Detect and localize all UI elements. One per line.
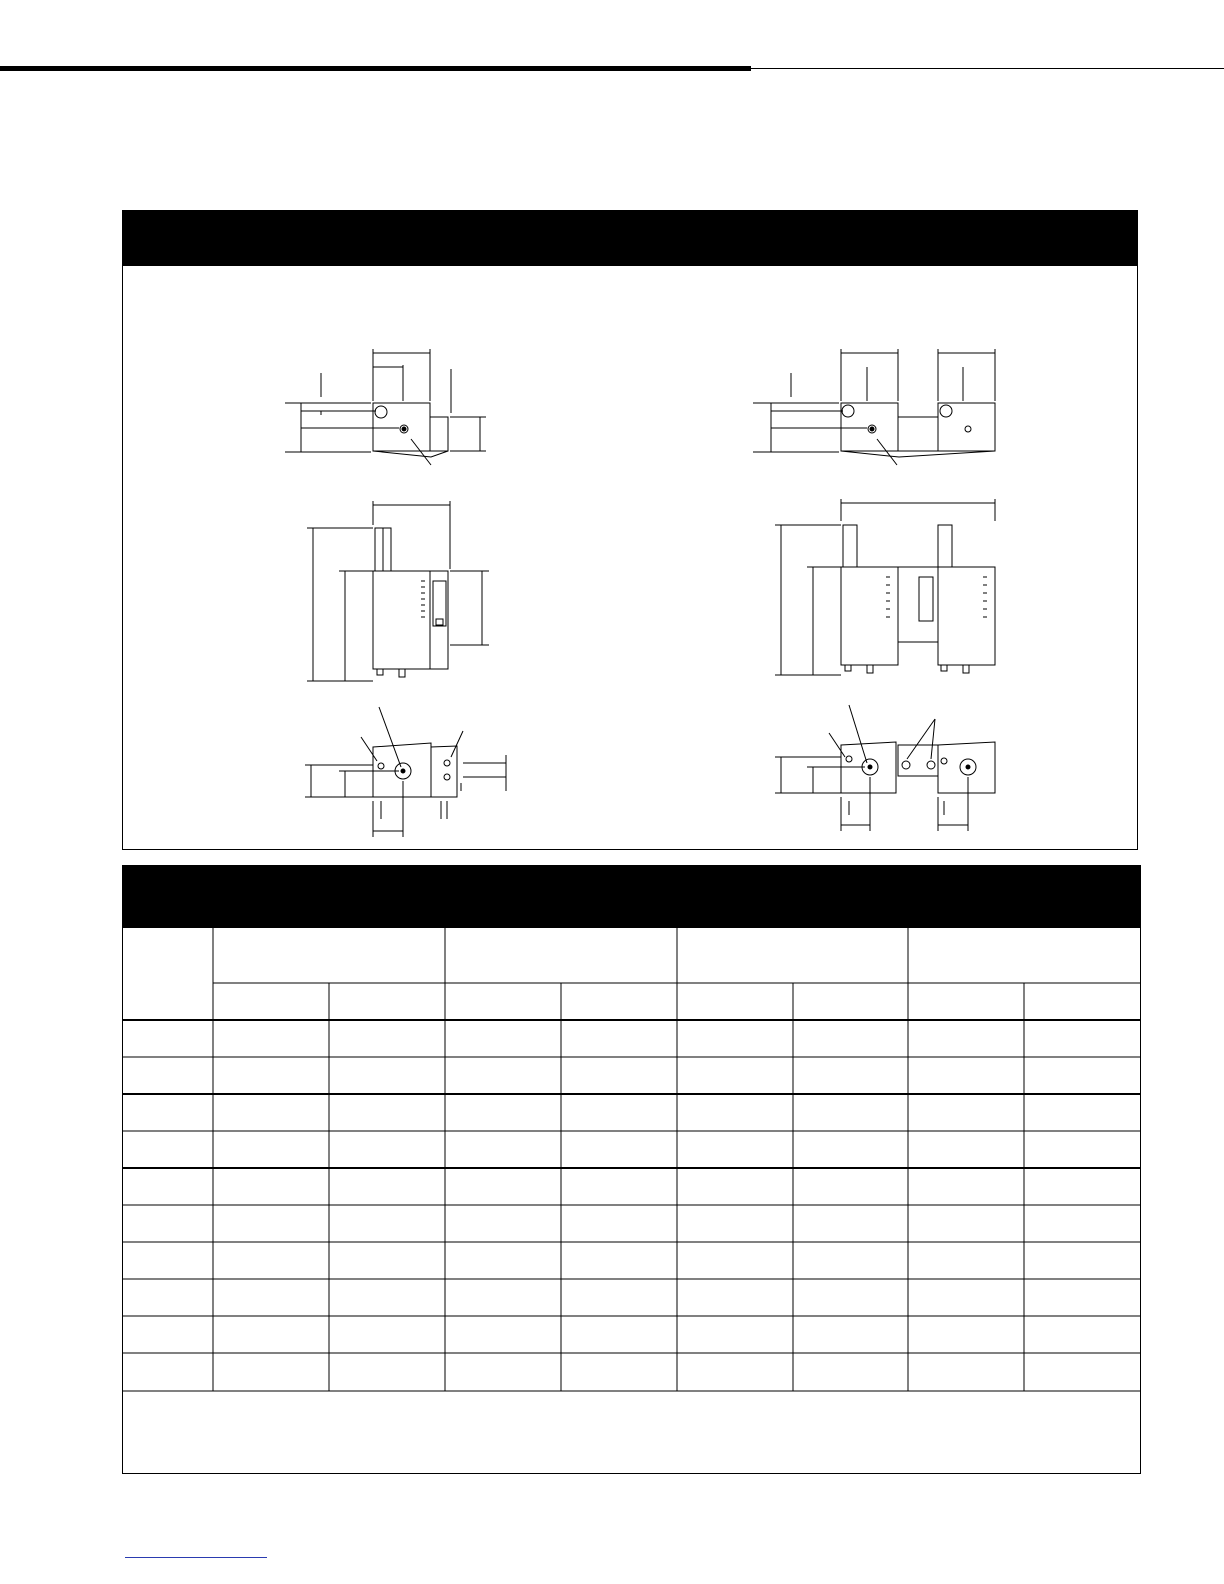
footer-link[interactable] (125, 1557, 267, 1558)
drawing-panel (122, 210, 1138, 850)
dimension-table (122, 865, 1141, 1474)
single-top-view (285, 349, 486, 465)
single-bottom-view (305, 707, 506, 837)
single-front-view (307, 501, 489, 681)
header-rule-thick (0, 66, 751, 71)
drawing-panel-header (123, 211, 1137, 266)
header-rule-thin (751, 68, 1224, 69)
dimension-table-grid (123, 866, 1140, 1473)
dimension-table-footnote (131, 1398, 1132, 1458)
dual-bottom-view (775, 705, 995, 831)
dual-front-view (775, 499, 995, 675)
technical-drawing (123, 266, 1137, 849)
dual-top-view (753, 349, 995, 465)
